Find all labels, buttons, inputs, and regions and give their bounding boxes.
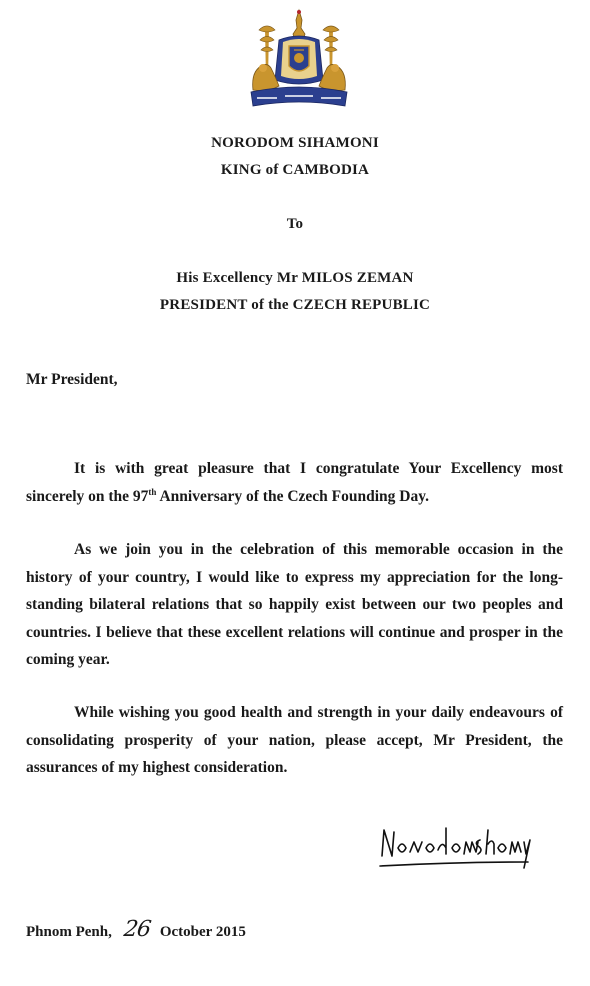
paragraph-1-end: Anniversary of the Czech Founding Day. (156, 487, 429, 505)
place: Phnom Penh, (26, 924, 112, 940)
ordinal-suffix: th (148, 486, 157, 497)
signature (374, 822, 534, 872)
recipient-name: His Excellency Mr MILOS ZEMAN (176, 270, 414, 286)
sender-title: KING of CAMBODIA (220, 162, 370, 178)
royal-coat-of-arms-icon (245, 6, 353, 110)
month-year: October 2015 (159, 924, 246, 940)
recipient-title: PRESIDENT of the CZECH REPUBLIC (159, 297, 431, 313)
handwritten-day: 26 (122, 917, 152, 942)
sender-name: NORODOM SIHAMONI (211, 135, 379, 151)
to-label: To (286, 216, 304, 232)
paragraph-congratulation (26, 455, 563, 510)
paragraph-closing: While wishing you good health and strength in your daily endeavours of consolidating prosperity of your nation, please accept, Mr President, the assurances of my highest consideration. (26, 704, 563, 776)
paragraph-relations: As we join you in the celebration of this memorable occasion in the history of your country, I would like to express my appreciation for the long-standing bilateral relations that so happily exist between our two peoples and countries. I believe that these excellent relations will continue and prosper in the coming year. (26, 541, 563, 668)
paragraph-1-start: It is with great pleasure that I congratulate Your Excellency most sincerely on the 97 (26, 460, 563, 505)
date-line (26, 917, 246, 942)
salutation: Mr President, (26, 371, 118, 388)
